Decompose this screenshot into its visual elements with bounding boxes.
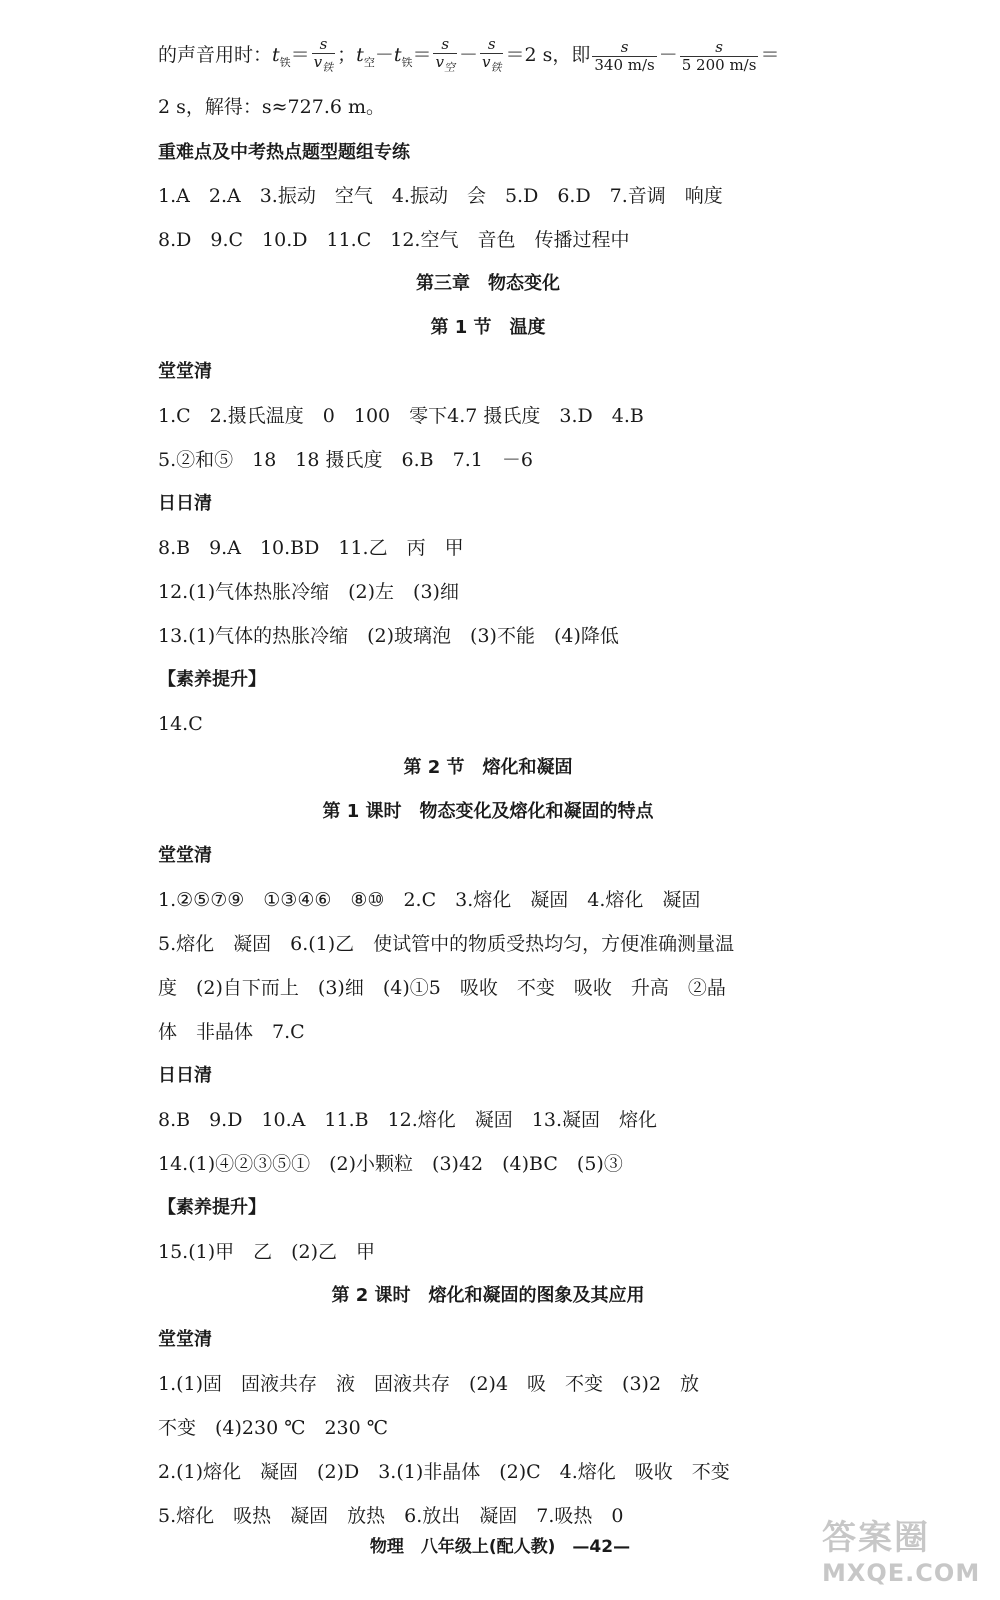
var-t: t bbox=[356, 44, 364, 66]
s2-line-3: 度 (2)自下而上 (3)细 (4)①5 吸收 不变 吸收 升高 ②晶 bbox=[158, 977, 726, 999]
var-t: t bbox=[393, 44, 402, 66]
frac-den bbox=[312, 54, 335, 76]
section-2-title: 第 2 节 熔化和凝固 bbox=[403, 757, 573, 778]
fraction-s-over-vtie bbox=[312, 36, 335, 76]
formula-eq: ＝2 s，即 bbox=[505, 44, 591, 66]
answers-line-1: 1.A 2.A 3.振动 空气 4.振动 会 5.D 6.D 7.音调 响度 bbox=[158, 185, 723, 207]
var-t: t bbox=[272, 44, 280, 66]
formula-line: 的声音用时：$t_铁=$ $\frac{s}{v_铁}$ ；$t_空-t_铁=$ $\frac{s}{v_空}$ － $\frac{s}{v_铁}$ ＝2 s，即 $\frac{s}{340 m/s}$ － $\frac{s}{5 200 m/s}$ ＝ bbox=[158, 35, 780, 74]
s2-line-4: 体 非晶体 7.C bbox=[158, 1021, 305, 1043]
sub-tie: 铁 bbox=[279, 55, 291, 69]
var-v: v bbox=[481, 53, 491, 71]
frac-den-5200: 5 200 m/s bbox=[681, 55, 757, 74]
suyang-heading-2: 【素养提升】 bbox=[158, 1197, 266, 1218]
var-v: v bbox=[313, 53, 323, 71]
s1-line-4: 12.(1)气体热胀冷缩 (2)左 (3)细 bbox=[158, 581, 459, 603]
s2-line-1: 1.②⑤⑦⑨ ①③④⑥ ⑧⑩ 2.C 3.熔化 凝固 4.熔化 凝固 bbox=[158, 889, 701, 911]
suyang-heading-1: 【素养提升】 bbox=[158, 669, 266, 690]
s3-line-2: 不变 (4)230 ℃ 230 ℃ bbox=[158, 1417, 389, 1439]
fraction-s-over-vtie-2 bbox=[480, 36, 503, 76]
page-footer: 物理 八年级上(配人教) —42— bbox=[369, 1537, 631, 1557]
s2-line-5: 8.B 9.D 10.A 11.B 12.熔化 凝固 13.凝固 熔化 bbox=[158, 1109, 658, 1131]
tangtangqing-heading-2: 堂堂清 bbox=[158, 845, 212, 866]
frac-num: s bbox=[433, 36, 456, 54]
watermark-logo bbox=[822, 1510, 992, 1590]
frac-den-340: 340 m/s bbox=[594, 55, 655, 74]
fraction-s-over-vkong bbox=[433, 36, 456, 76]
sub-tie: 铁 bbox=[490, 61, 502, 74]
sub-kong: 空 bbox=[363, 55, 375, 69]
section-1-title: 第 1 节 温度 bbox=[430, 317, 546, 338]
ririqing-heading-1: 日日清 bbox=[158, 493, 212, 514]
ririqing-heading-2: 日日清 bbox=[158, 1065, 212, 1086]
s3-line-4: 5.熔化 吸热 凝固 放热 6.放出 凝固 7.吸热 0 bbox=[158, 1505, 624, 1527]
fraction-s-over-340 bbox=[592, 39, 656, 74]
s3-line-3: 2.(1)熔化 凝固 (2)D 3.(1)非晶体 (2)C 4.熔化 吸收 不变 bbox=[158, 1461, 730, 1483]
section-title: 重难点及中考热点题型题组专练 bbox=[158, 142, 410, 163]
frac-num: s bbox=[592, 39, 656, 57]
sub-kong: 空 bbox=[443, 61, 455, 74]
tangtangqing-heading-1: 堂堂清 bbox=[158, 361, 212, 382]
formula-result: 2 s，解得：s≈727.6 m。 bbox=[158, 96, 385, 118]
lesson-1-title: 第 1 课时 物态变化及熔化和凝固的特点 bbox=[322, 801, 654, 822]
s1-line-1: 1.C 2.摄氏温度 0 100 零下4.7 摄氏度 3.D 4.B bbox=[158, 405, 644, 427]
sub-tie: 铁 bbox=[401, 55, 413, 69]
chapter-title: 第三章 物态变化 bbox=[416, 273, 560, 294]
watermark-top: 答案圈 bbox=[822, 1518, 930, 1558]
frac-den bbox=[480, 54, 503, 76]
formula-prefix: 的声音用时： bbox=[158, 44, 273, 66]
s3-line-1: 1.(1)固 固液共存 液 固液共存 (2)4 吸 不变 (3)2 放 bbox=[158, 1373, 700, 1395]
frac-den bbox=[433, 54, 456, 76]
s1-line-5: 13.(1)气体的热胀冷缩 (2)玻璃泡 (3)不能 (4)降低 bbox=[158, 625, 619, 647]
lesson-2-title: 第 2 课时 熔化和凝固的图象及其应用 bbox=[331, 1285, 645, 1306]
var-v: v bbox=[435, 53, 444, 71]
frac-num: s bbox=[680, 39, 759, 57]
answers-line-2: 8.D 9.C 10.D 11.C 12.空气 音色 传播过程中 bbox=[158, 229, 630, 251]
frac-num: s bbox=[312, 36, 335, 54]
tangtangqing-heading-3: 堂堂清 bbox=[158, 1329, 212, 1350]
s1-line-3: 8.B 9.A 10.BD 11.乙 丙 甲 bbox=[158, 537, 464, 559]
frac-num: s bbox=[480, 36, 503, 54]
fraction-s-over-5200 bbox=[680, 39, 759, 74]
s2-line-6: 14.(1)④②③⑤① (2)小颗粒 (3)42 (4)BC (5)③ bbox=[158, 1153, 623, 1175]
s2-line-2: 5.熔化 凝固 6.(1)乙 使试管中的物质受热均匀，方便准确测量温 bbox=[158, 933, 735, 955]
sub-tie: 铁 bbox=[322, 61, 334, 74]
s1-line-2: 5.②和⑤ 18 18 摄氏度 6.B 7.1 －6 bbox=[158, 449, 533, 471]
s2-line-7: 15.(1)甲 乙 (2)乙 甲 bbox=[158, 1241, 376, 1263]
s1-line-6: 14.C bbox=[158, 713, 203, 735]
watermark-bottom: MXQE.COM bbox=[822, 1559, 981, 1587]
